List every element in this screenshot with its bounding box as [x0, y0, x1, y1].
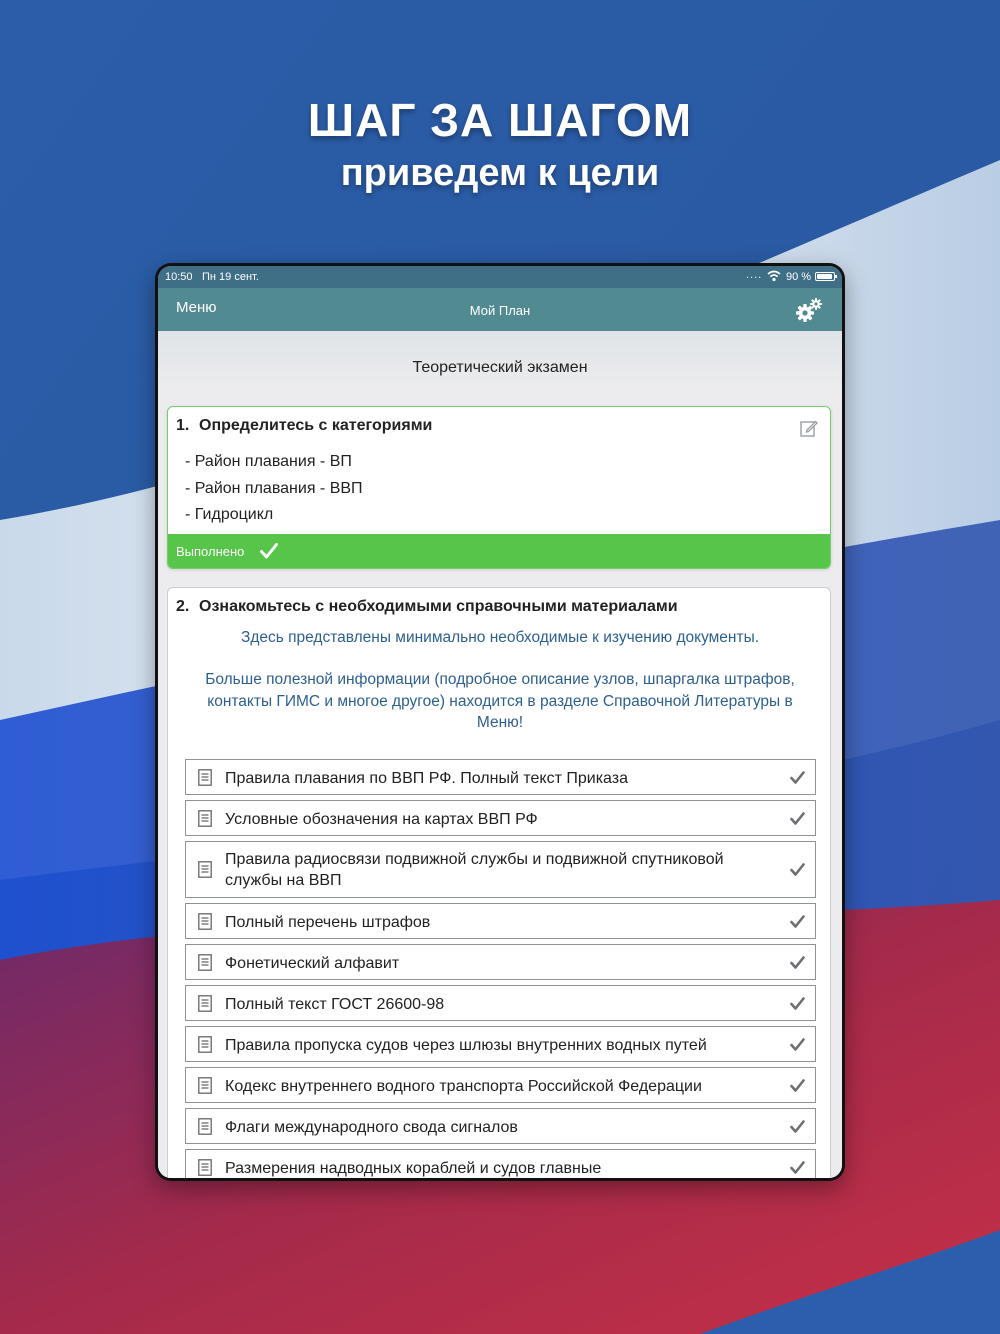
category-item: - Гидроцикл: [185, 506, 274, 523]
status-label: Выполнено: [176, 544, 245, 559]
document-list: [185, 759, 816, 1178]
document-row[interactable]: [185, 841, 816, 898]
battery-percent: 90 %: [786, 271, 812, 283]
status-date: Пн 19 сент.: [202, 271, 259, 283]
step-1-heading: [176, 417, 432, 435]
category-item: - Район плавания - ВВП: [185, 479, 363, 497]
step-1-card: [167, 406, 831, 569]
wifi-icon: [767, 270, 781, 282]
edit-icon[interactable]: [800, 419, 818, 437]
checkmark-icon: [790, 863, 805, 876]
document-icon: [198, 1159, 212, 1176]
document-icon: [198, 954, 212, 971]
document-icon: [198, 1118, 212, 1135]
document-row[interactable]: [185, 1067, 816, 1103]
document-icon: [198, 769, 212, 786]
checkmark-icon: [790, 1120, 805, 1133]
checkmark-icon: [790, 1079, 805, 1092]
document-title: Флаги международного свода сигналов: [225, 1119, 518, 1136]
document-title: Полный текст ГОСТ 26600-98: [225, 996, 445, 1013]
category-list: [185, 449, 363, 529]
app-screen: [158, 266, 842, 1178]
step-2-heading: [176, 598, 678, 616]
checkmark-icon: [790, 1161, 805, 1174]
document-title: Условные обозначения на картах ВВП РФ: [225, 811, 538, 828]
status-bar: [158, 266, 842, 288]
checkmark-icon: [790, 956, 805, 969]
document-title: Правила радиосвязи подвижной службы и подвижной спутниковой службы на ВВП: [225, 851, 724, 889]
document-row[interactable]: [185, 1108, 816, 1144]
document-row[interactable]: [185, 944, 816, 980]
nav-title: Мой План: [469, 303, 531, 318]
document-title: Фонетический алфавит: [225, 955, 400, 972]
checkmark-icon: [790, 771, 805, 784]
document-row[interactable]: [185, 1149, 816, 1178]
checkmark-icon: [790, 997, 805, 1010]
document-icon: [198, 1077, 212, 1094]
menu-button[interactable]: Меню: [176, 299, 217, 316]
step-2-info-text: Здесь представлены минимально необходимые к изучению документы.: [240, 629, 760, 646]
document-icon: [198, 861, 212, 878]
checkmark-icon: [790, 915, 805, 928]
hero-subtitle: приведем к цели: [340, 152, 660, 194]
plan-content[interactable]: [158, 331, 842, 1178]
document-icon: [198, 913, 212, 930]
tablet-frame: [155, 263, 845, 1181]
document-icon: [198, 810, 212, 827]
step-2-number: 2.: [176, 598, 190, 615]
hero: [0, 92, 1000, 196]
step-1-number: 1.: [176, 417, 190, 434]
step-1-title: Определитесь с категориями: [199, 417, 433, 434]
document-icon: [198, 1036, 212, 1053]
document-row[interactable]: [185, 903, 816, 939]
document-title: Правила пропуска судов через шлюзы внутренних водных путей: [225, 1037, 707, 1054]
document-title: Полный перечень штрафов: [225, 914, 431, 931]
document-row[interactable]: [185, 800, 816, 836]
document-row[interactable]: [185, 985, 816, 1021]
section-title: Теоретический экзамен: [412, 359, 588, 376]
nav-bar: [158, 288, 842, 331]
gear-icon[interactable]: [794, 296, 824, 324]
step-2-more-info-text: Больше полезной информации (подробное описание узлов, шпаргалка штрафов, контакты ГИМС и многое другое) находится в разделе Справочной Литературы в Меню!: [205, 671, 795, 731]
cell-signal: ....: [746, 269, 763, 281]
battery-icon: [815, 272, 835, 281]
step-1-status-bar: [168, 534, 830, 568]
document-row[interactable]: [185, 1026, 816, 1062]
category-item: - Район плавания - ВП: [185, 453, 352, 470]
document-title: Кодекс внутреннего водного транспорта Российской Федерации: [225, 1078, 702, 1095]
step-2-card: [167, 587, 831, 1178]
document-title: Размерения надводных кораблей и судов главные: [225, 1160, 602, 1177]
document-icon: [198, 995, 212, 1012]
checkmark-icon: [260, 543, 278, 559]
hero-title: ШАГ ЗА ШАГОМ: [307, 94, 693, 146]
document-row[interactable]: [185, 759, 816, 795]
checkmark-icon: [790, 812, 805, 825]
status-time: 10:50: [165, 271, 193, 283]
checkmark-icon: [790, 1038, 805, 1051]
step-2-title: Ознакомьтесь с необходимыми справочными материалами: [199, 598, 678, 615]
document-title: Правила плавания по ВВП РФ. Полный текст Приказа: [225, 770, 628, 787]
